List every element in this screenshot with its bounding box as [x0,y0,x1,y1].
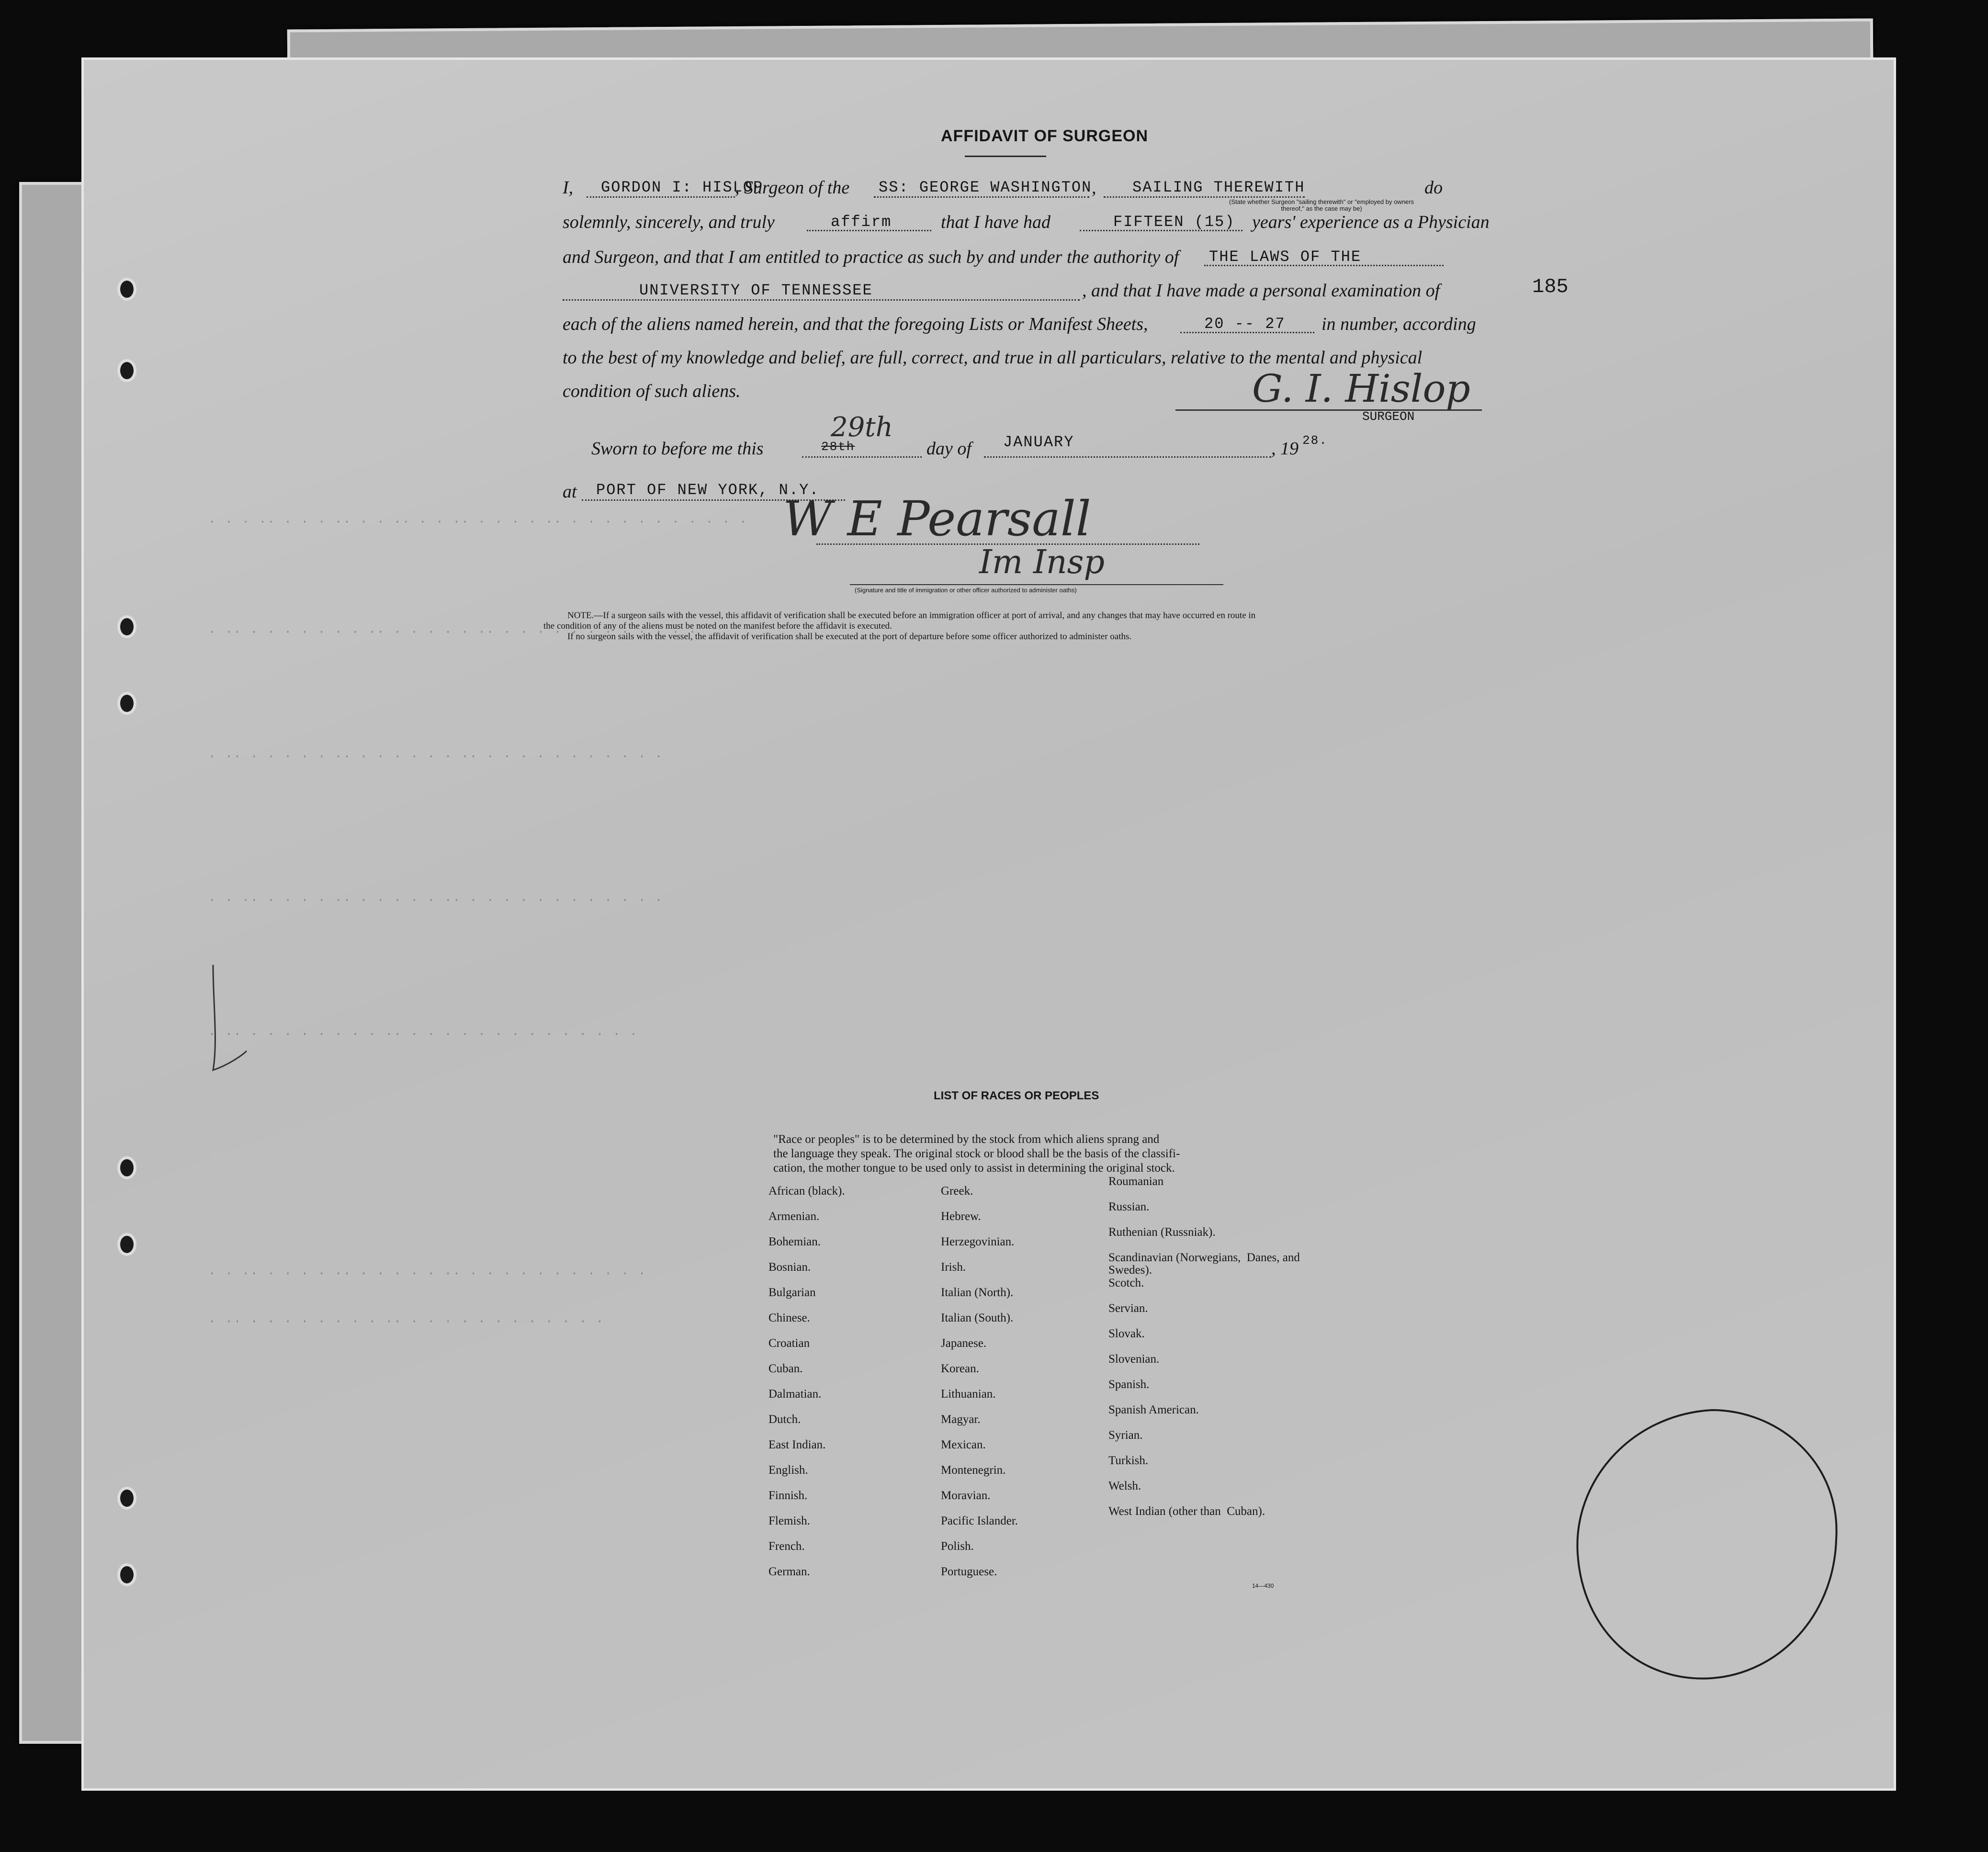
race-item: Herzegovinian. [941,1235,1015,1248]
text-best-knowledge: to the best of my knowledge and belief, are full, correct, and true in all particulars, relative to the mental and physical [563,348,1423,368]
affidavit-heading: AFFIDAVIT OF SURGEON [941,127,1149,145]
sheet-range: 20 -- 27 [1204,315,1286,333]
officer-signature: W E Pearsall [783,491,1091,547]
fill-line [984,456,1271,458]
race-item: Chinese. [768,1311,810,1324]
race-item: Dutch. [768,1413,801,1426]
bleed-through-text: · ·· · · · · · · · · ·· · · · · · · · · · · · · [208,1314,605,1329]
port-place: PORT OF NEW YORK, N.Y. [596,481,820,499]
race-item: English. [768,1464,808,1477]
note-line-1: NOTE.—If a surgeon sails with the vessel, this affidavit of verification shall be executed before an immigration officer at port of arrival, and any changes that may have occurred en route in [567,610,1256,621]
races-column-1 [768,1185,922,1591]
race-item: Bohemian. [768,1235,821,1248]
binder-hole [117,692,136,715]
bleed-through-text: · ·· · · · · · · · ·· · · · · · ·· · · · · · · · · · · · · [208,625,697,639]
race-item: Mexican. [941,1438,986,1451]
race-item: Japanese. [941,1337,987,1350]
text-each-alien: each of the aliens named herein, and that the foregoing Lists or Manifest Sheets, [563,314,1148,334]
bleed-through-text: · ·· · · · · · · · · ·· · · · · · · · · · · · · · · [208,1027,638,1041]
authority-line-1: THE LAWS OF THE [1209,248,1362,266]
race-item: Servian. [1108,1302,1148,1315]
race-item: Bosnian. [768,1261,811,1274]
day-struck: 28th [821,440,855,454]
races-column-3 [1108,1175,1310,1531]
race-item: Slovenian. [1108,1353,1160,1366]
form-number: 14—430 [1252,1582,1274,1589]
text-in-number: in number, according [1322,314,1476,334]
race-item: African (black). [768,1185,845,1197]
heading-rule [965,156,1046,157]
manifest-page [81,57,1896,1791]
fill-line [802,456,922,458]
race-item: Magyar. [941,1413,981,1426]
race-item: West Indian (other than Cuban). [1108,1505,1265,1518]
race-item: Moravian. [941,1489,991,1502]
races-intro-1: "Race or peoples" is to be determined by the stock from which aliens sprang and [773,1133,1160,1146]
race-item: East Indian. [768,1438,826,1451]
race-item: Polish. [941,1540,974,1553]
race-item: Pacific Islander. [941,1514,1018,1527]
text-years-experience: years' experience as a Physician [1252,212,1490,232]
races-intro-2: the language they speak. The original stock or blood shall be the basis of the classifi- [773,1147,1180,1160]
race-item: Korean. [941,1362,979,1375]
sailing-status: SAILING THEREWITH [1132,179,1305,196]
race-item: Italian (South). [941,1311,1014,1324]
day-handwritten: 29th [831,412,893,443]
races-title: LIST OF RACES OR PEOPLES [934,1089,1099,1102]
race-item: Ruthenian (Russniak). [1108,1226,1216,1239]
text-at: at [563,482,577,502]
fill-line [874,196,1089,198]
text-day-of: day of [926,439,971,459]
race-item: Scandinavian (Norwegians, Danes, and Swedes). [1108,1251,1300,1276]
race-item: Spanish American. [1108,1403,1199,1416]
binder-hole [117,1233,136,1256]
race-item: Croatian [768,1337,810,1350]
pen-stroke [199,960,256,1094]
race-item: Spanish. [1108,1378,1150,1391]
note-line-2: the condition of any of the aliens must be noted on the manifest before the affidavit is executed. [543,621,892,631]
race-item: Flemish. [768,1514,810,1527]
race-item: Welsh. [1108,1479,1141,1492]
race-item: Russian. [1108,1200,1150,1213]
text-i: I, [563,178,574,198]
race-item: French. [768,1540,805,1553]
text-solemnly: solemnly, sincerely, and truly [563,212,775,232]
race-item: Lithuanian. [941,1388,996,1400]
years-experience: FIFTEEN (15) [1113,213,1235,231]
text-surgeon-of: , Surgeon of the [735,178,850,198]
race-item: Portuguese. [941,1565,997,1578]
officer-title: Im Insp [979,543,1105,581]
note-line-3: If no surgeon sails with the vessel, the affidavit of verification shall be executed at the port of departure before some officer authorized to administer oaths. [567,632,1132,642]
binder-hole [117,615,136,638]
race-item: Turkish. [1108,1454,1149,1467]
race-item: Irish. [941,1261,966,1274]
bleed-through-text: · · · ·· · · · ·· · · ·· · · ·· · · · · ·· · · · · · · · · · · · [208,515,748,529]
race-item: Montenegrin. [941,1464,1006,1477]
races-intro-3: cation, the mother tongue to be used only to assist in determining the original stock. [773,1162,1175,1174]
binder-hole [117,1487,136,1510]
page-number: 185 [1532,275,1569,298]
fill-line [1104,196,1305,198]
race-item: Italian (North). [941,1286,1014,1299]
text-condition: condition of such aliens. [563,381,741,401]
surgeon-name: GORDON I: HISLOP [601,179,764,196]
signature-line [850,584,1223,585]
race-item: Slovak. [1108,1327,1145,1340]
race-item: Scotch. [1108,1276,1144,1289]
officer-caption: (Signature and title of immigration or other officer authorized to administer oaths) [855,587,1077,594]
bleed-through-text: · · ·· · · · · ·· · · · · · ·· · · · · · · · · · · · · [208,893,664,907]
bleed-through-text: · ·· · · · · · ·· · · · · · · ·· · · · · · · · · · · · [208,749,664,764]
race-item: Greek. [941,1185,973,1197]
fill-line [563,299,1080,301]
text-year-prefix: , 19 [1271,439,1299,459]
race-item: Finnish. [768,1489,808,1502]
fill-line [587,196,735,198]
binder-hole [117,1156,136,1179]
text-personal-exam: , and that I have made a personal examination of [1082,281,1440,301]
text-do: do [1424,178,1443,198]
text-comma: , [1092,178,1096,198]
text-and-surgeon: and Surgeon, and that I am entitled to practice as such by and under the authority of [563,247,1179,267]
race-item: Armenian. [768,1210,820,1223]
hand-drawn-circle [1554,1391,1851,1688]
race-item: Syrian. [1108,1429,1143,1442]
race-item: Dalmatian. [768,1388,822,1400]
text-sworn: Sworn to before me this [591,439,764,459]
race-item: Hebrew. [941,1210,981,1223]
text-that-i-have-had: that I have had [941,212,1051,232]
affirm-word: affirm [831,213,892,231]
surgeon-title: SURGEON [1362,409,1415,424]
authority-line-2: UNIVERSITY OF TENNESSEE [639,282,873,299]
races-column-2 [941,1185,1099,1591]
race-item: German. [768,1565,810,1578]
month: JANUARY [1003,433,1074,451]
binder-hole [117,278,136,301]
vessel-name: SS: GEORGE WASHINGTON [879,179,1092,196]
binder-hole [117,1563,136,1586]
binder-hole [117,359,136,382]
race-item: Roumanian [1108,1175,1164,1188]
bleed-through-text: · · ·· · · · · ·· · · · · · ·· · · · · · · · · · · · [208,1266,647,1281]
sailing-hint: (State whether Surgeon "sailing therewith" or "employed by owners thereof," as the case may be) [1229,198,1414,212]
race-item: Bulgarian [768,1286,816,1299]
race-item: Cuban. [768,1362,803,1375]
year-suffix: 28. [1302,433,1328,448]
surgeon-signature: G. I. Hislop [1252,366,1470,411]
